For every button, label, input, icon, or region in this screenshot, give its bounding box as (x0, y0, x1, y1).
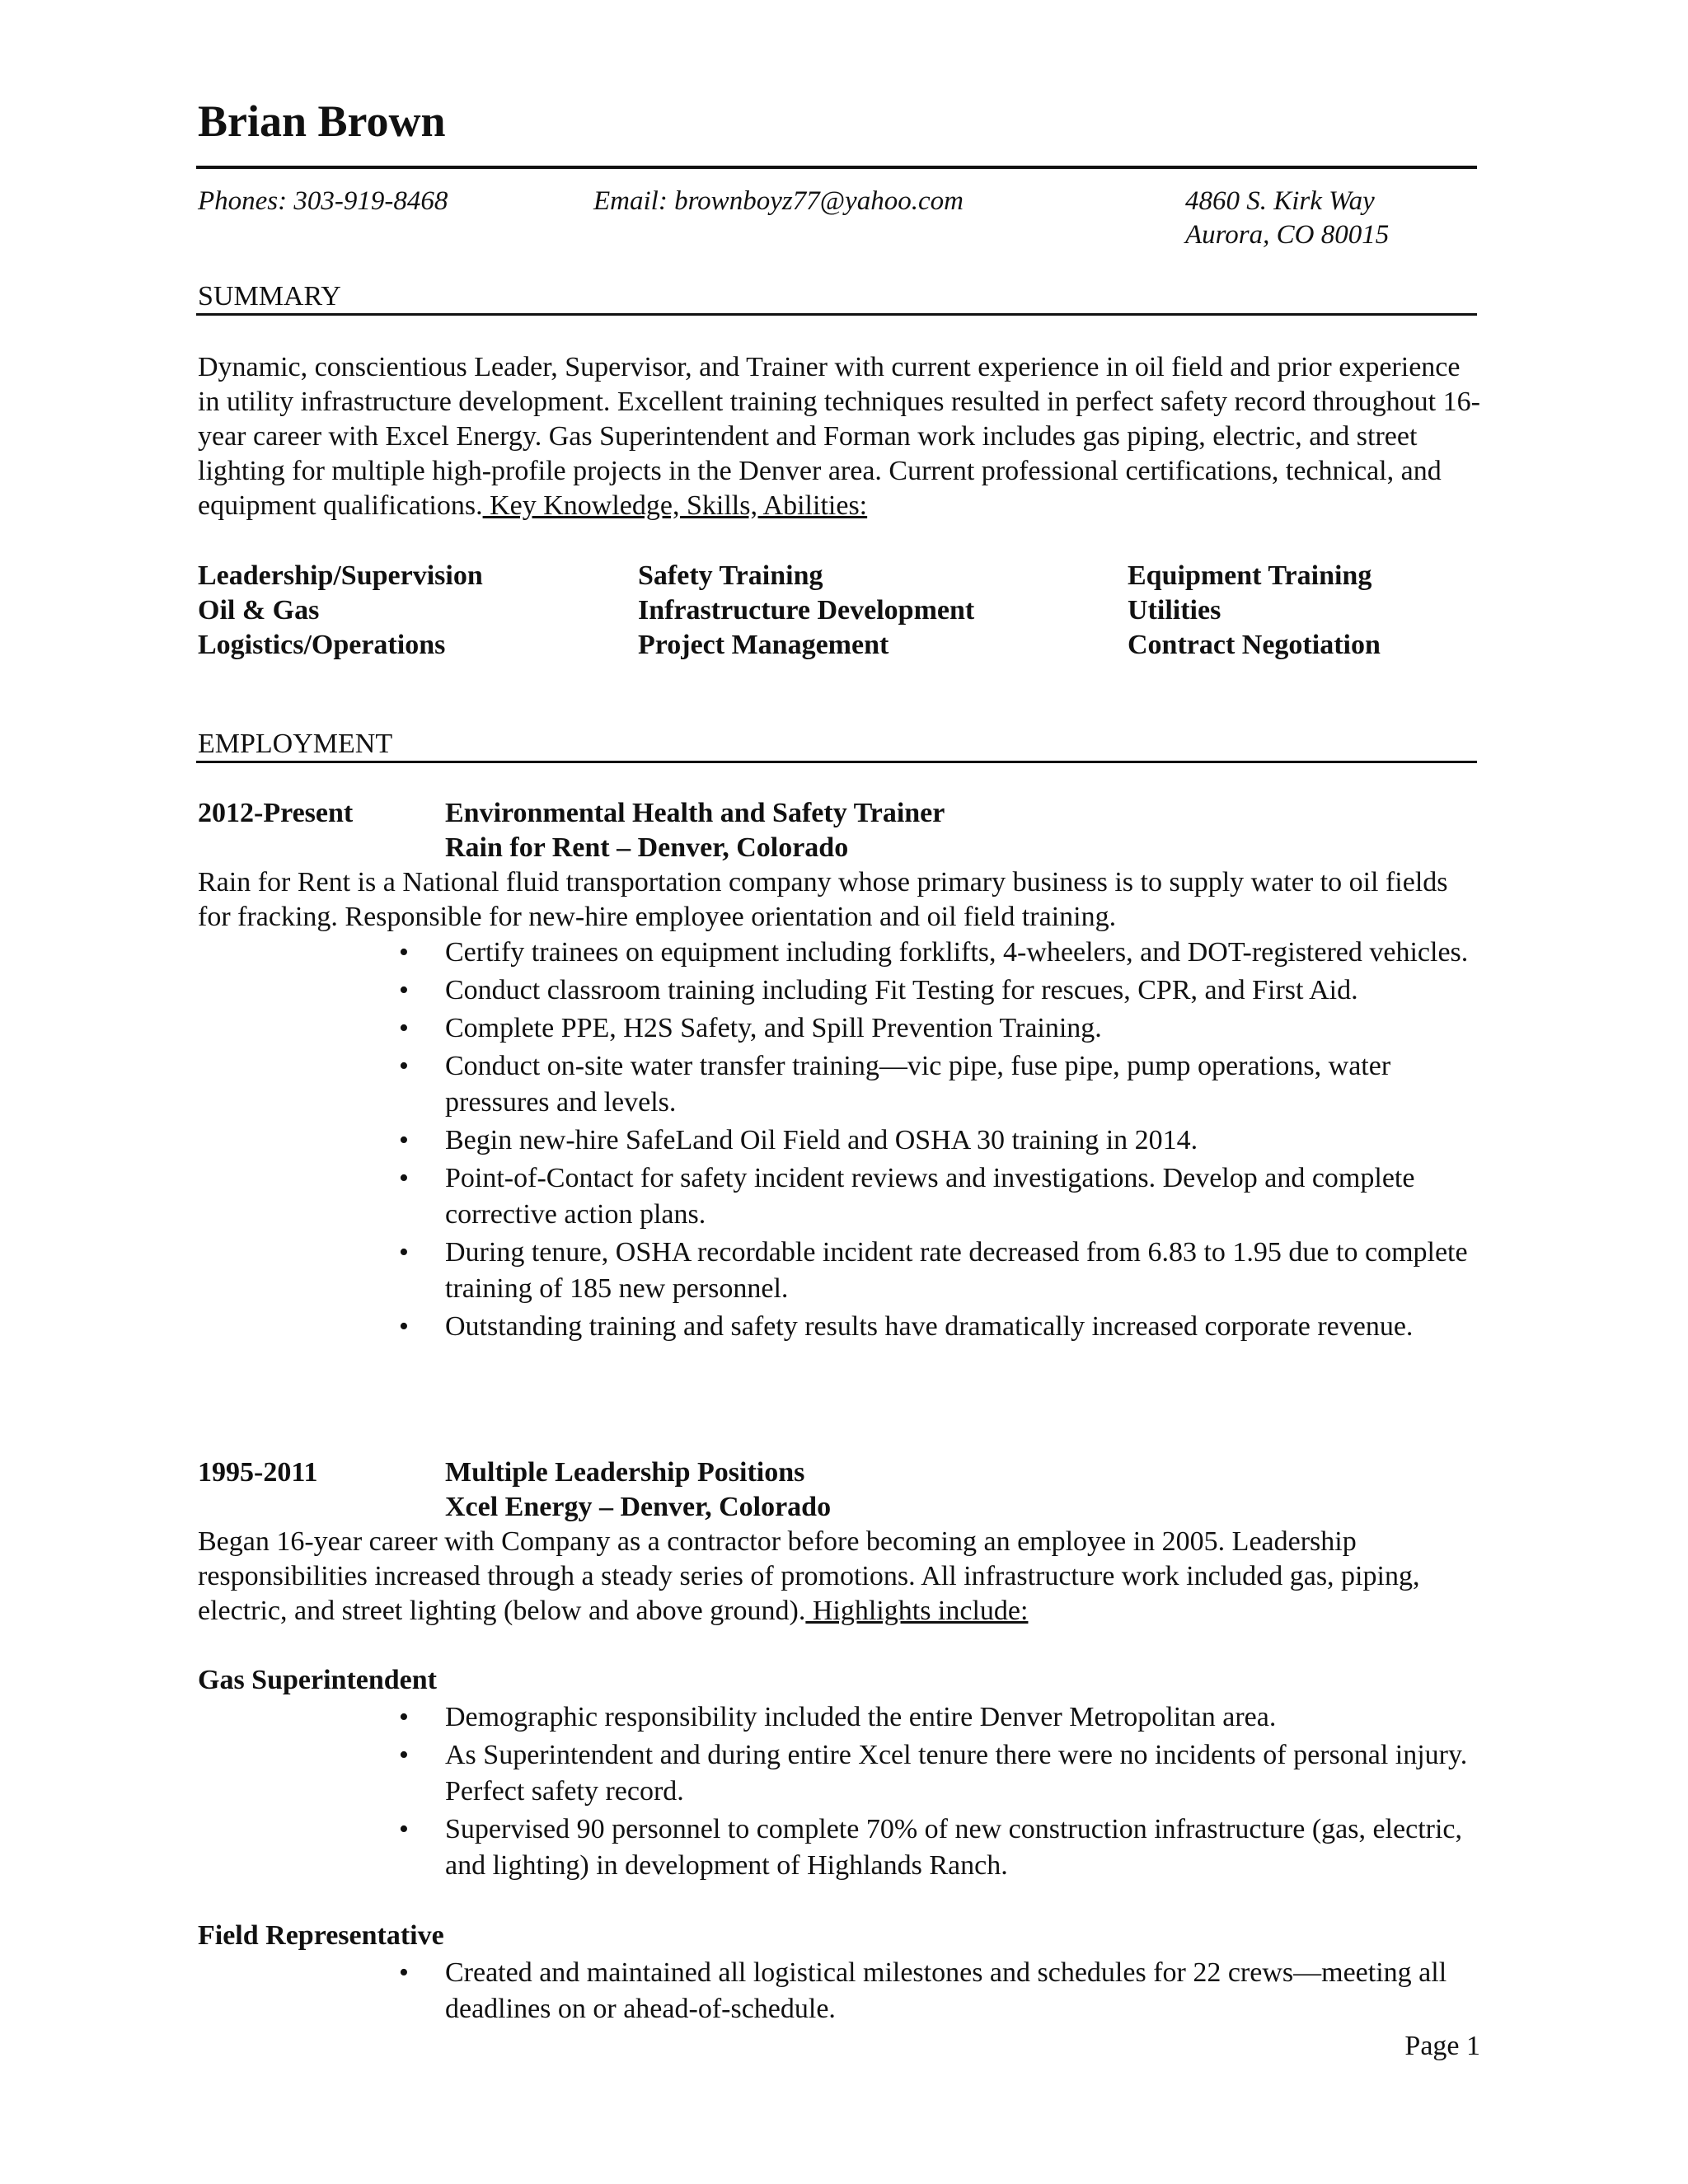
highlights-label: Highlights include: (805, 1596, 1029, 1626)
page-number: Page 1 (1404, 2031, 1480, 2061)
summary-text (198, 350, 1484, 523)
list-item: • Point-of-Contact for safety incident reviews and investigations. Develop and complete corrective action plans. (445, 1160, 1484, 1233)
key-skills-label: Key Knowledge, Skills, Abilities: (482, 490, 868, 521)
skill-item: Project Management (638, 630, 889, 660)
contact-phone: Phones: 303-919-8468 (198, 186, 448, 216)
job-title: Multiple Leadership Positions (445, 1457, 805, 1488)
list-item: • Outstanding training and safety results have dramatically increased corporate revenue. (445, 1309, 1484, 1345)
job-company: Rain for Rent – Denver, Colorado (445, 832, 849, 863)
role-bullets (445, 1699, 1484, 1886)
list-item: • During tenure, OSHA recordable incident rate decreased from 6.83 to 1.95 due to complete training of 185 new personnel. (445, 1235, 1484, 1307)
skills-column-1 (198, 559, 483, 663)
job-title: Environmental Health and Safety Trainer (445, 798, 945, 828)
skill-item: Equipment Training (1128, 560, 1372, 591)
skill-item: Logistics/Operations (198, 630, 446, 660)
list-item: • Begin new-hire SafeLand Oil Field and OSHA 30 training in 2014. (445, 1122, 1484, 1159)
candidate-name: Brian Brown (198, 96, 446, 146)
summary-heading: SUMMARY (198, 281, 341, 312)
skill-item: Leadership/Supervision (198, 560, 483, 591)
list-item: • As Superintendent and during entire Xcel tenure there were no incidents of personal injury. Perfect safety record. (445, 1737, 1484, 1810)
job-header (445, 796, 945, 865)
role-title: Gas Superintendent (198, 1665, 437, 1695)
skills-column-3 (1128, 559, 1381, 663)
address-line-2: Aurora, CO 80015 (1185, 220, 1390, 250)
skill-item: Utilities (1128, 595, 1221, 626)
skills-column-2 (638, 559, 974, 663)
contact-address (1185, 185, 1389, 252)
job-bullets (445, 935, 1484, 1347)
list-item: • Supervised 90 personnel to complete 70% of new construction infrastructure (gas, electric, and lighting) in development of Highlands Ranch. (445, 1811, 1484, 1884)
job-header (445, 1455, 831, 1525)
skill-item: Oil & Gas (198, 595, 320, 626)
job-description (198, 1525, 1484, 1629)
address-line-1: 4860 S. Kirk Way (1185, 186, 1375, 216)
job-dates: 1995-2011 (198, 1457, 318, 1488)
skill-item: Safety Training (638, 560, 823, 591)
employment-rule (196, 761, 1477, 763)
job-company: Xcel Energy – Denver, Colorado (445, 1492, 832, 1522)
header-rule (196, 166, 1477, 169)
summary-body: Dynamic, conscientious Leader, Supervisor, and Trainer with current experience in oil field and prior experience in utility infrastructure development. Excellent training techniques resulted in perfect safety record throughout 16-year career with Excel Energy. Gas Superintendent and Forman work includes gas piping, electric, and street lighting for multiple high-profile projects in the Denver area. Current professional certifications, technical, and equipment qualifications. (198, 352, 1480, 521)
list-item: • Conduct classroom training including Fit Testing for rescues, CPR, and First Aid. (445, 972, 1484, 1009)
summary-rule (196, 313, 1477, 316)
job-description: Rain for Rent is a National fluid transportation company whose primary business is to supply water to oil fields for fracking. Responsible for new-hire employee orientation and oil field training. (198, 867, 1448, 932)
role-bullets (445, 1955, 1484, 2029)
list-item: • Demographic responsibility included the entire Denver Metropolitan area. (445, 1699, 1484, 1736)
list-item: • Created and maintained all logistical milestones and schedules for 22 crews—meeting all deadlines on or ahead-of-schedule. (445, 1955, 1484, 2027)
contact-email: Email: brownboyz77@yahoo.com (593, 186, 964, 216)
skill-item: Contract Negotiation (1128, 630, 1381, 660)
list-item: • Complete PPE, H2S Safety, and Spill Prevention Training. (445, 1010, 1484, 1047)
job-description-body: Began 16-year career with Company as a contractor before becoming an employee in 2005. Leadership responsibilities increased through a steady series of promotions. All infrastructure work included gas, piping, electric, and street lighting (below and above ground). (198, 1526, 1420, 1626)
skill-item: Infrastructure Development (638, 595, 975, 626)
job-dates: 2012-Present (198, 798, 354, 828)
role-title: Field Representative (198, 1920, 444, 1951)
employment-heading: EMPLOYMENT (198, 729, 393, 759)
list-item: • Certify trainees on equipment including forklifts, 4-wheelers, and DOT-registered vehicles. (445, 935, 1484, 971)
list-item: • Conduct on-site water transfer training—vic pipe, fuse pipe, pump operations, water pressures and levels. (445, 1048, 1484, 1121)
